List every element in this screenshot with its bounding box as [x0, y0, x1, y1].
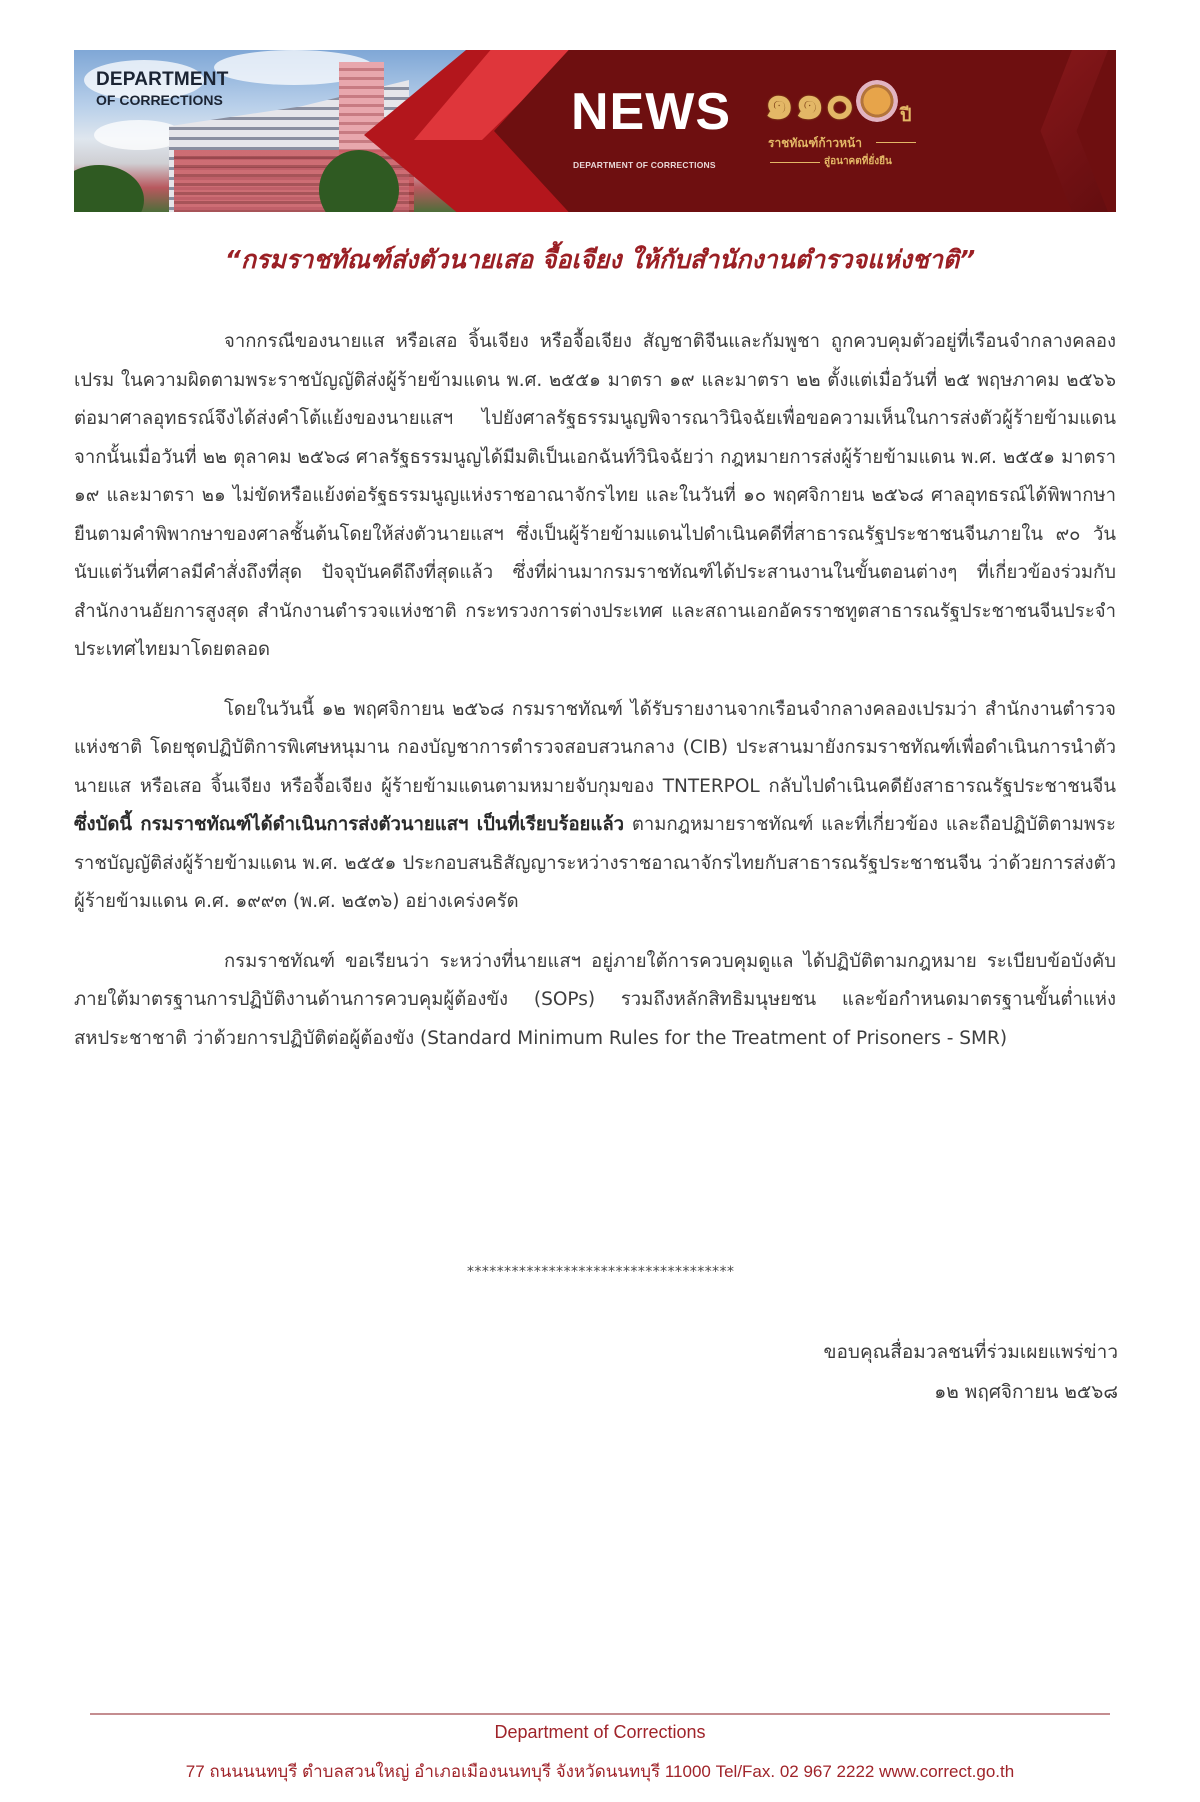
paragraph-1: จากกรณีของนายแส หรือเสอ จิ้นเจียง หรือจื้อเจียง สัญชาติจีนและกัมพูชา ถูกควบคุมตัวอยู่ที่เรือนจำกลางคลองเปรม ในความผิดตามพระราชบัญญัติส่งผู้ร้ายข้ามแดน พ.ศ. ๒๕๕๑ มาตรา ๑๙ และมาตรา ๒๒ ตั้งแต่เมื่อวันที่ ๒๕ พฤษภาคม ๒๕๖๖ ต่อมาศาลอุทธรณ์จึงได้ส่งคำโต้แย้งของนายแสฯ ไปยังศาลรัฐธรรมนูญพิจารณาวินิจฉัยเพื่อขอความเห็นในการส่งตัวผู้ร้ายข้ามแดน จากนั้นเมื่อวันที่ ๒๒ ตุลาคม ๒๕๖๘ ศาลรัฐธรรมนูญได้มีมติเป็นเอกฉันท์วินิจฉัยว่า กฎหมายการส่งผู้ร้ายข้ามแดน พ.ศ. ๒๕๕๑ มาตรา ๑๙ และมาตรา ๒๑ ไม่ขัดหรือแย้งต่อรัฐธรรมนูญแห่งราชอาณาจักรไทย และในวันที่ ๑๐ พฤศจิกายน ๒๕๖๘ ศาลอุทธรณ์ได้พิพากษายืนตามคำพิพากษาของศาลชั้นต้นโดยให้ส่งตัวนายแสฯ ซึ่งเป็นผู้ร้ายข้ามแดนไปดำเนินคดีที่สาธารณรัฐประชาชนจีนภายใน ๙๐ วันนับแต่วันที่ศาลมีคำสั่งถึงที่สุด ปัจจุบันคดีถึงที่สุดแล้ว ซึ่งที่ผ่านมากรมราชทัณฑ์ได้ประสานงานในขั้นตอนต่างๆ ที่เกี่ยวข้องร่วมกับสำนักงานอัยการสูงสุด สำนักงานตำรวจแห่งชาติ กระทรวงการต่างประเทศ และสถานเอกอัครราชทูตสาธารณรัฐประชาชนจีนประจำประเทศไทยมาโดยตลอด	[74, 331, 1116, 660]
seal-icon	[856, 80, 898, 122]
ornament-line	[770, 162, 820, 163]
footer-organization: Department of Corrections	[494, 1722, 706, 1742]
separator-asterisks: ************************************	[466, 1264, 734, 1280]
press-release-body	[74, 323, 1116, 1079]
paragraph-2	[74, 691, 1116, 922]
footer-divider	[90, 1713, 1110, 1715]
paragraph-2-intro: โดยในวันนี้ ๑๒ พฤศจิกายน ๒๕๖๘ กรมราชทัณฑ์ ได้รับรายงานจากเรือนจำกลางคลองเปรมว่า สำนักงานตำรวจแห่งชาติ โดยชุดปฏิบัติการพิเศษหนุมาน กองบัญชาการตำรวจสอบสวนกลาง (CIB) ประสานมายังกรมราชทัณฑ์เพื่อดำเนินการนำตัว นายแส หรือเสอ จิ้นเจียง หรือจื้อเจียง ผู้ร้ายข้ามแดนตามหมายจับกุมของ TNTERPOL กลับไปดำเนินคดียังสาธารณรัฐประชาชนจีน	[74, 698, 1116, 797]
anniversary-tagline-1: ราชทัณฑ์ก้าวหน้า	[768, 136, 862, 150]
closing-date: ๑๒ พฤศจิกายน ๒๕๖๘	[934, 1381, 1118, 1403]
dept-line1: DEPARTMENT	[96, 69, 229, 90]
footer-address: 77 ถนนนนทบุรี ตำบลสวนใหญ่ อำเภอเมืองนนทบุรี จังหวัดนนทบุรี 11000 Tel/Fax. 02 967 2222 www.correct.go.th	[185, 1762, 1015, 1781]
news-subtitle: DEPARTMENT OF CORRECTIONS	[573, 160, 716, 170]
paragraph-2-bold-statement: ซึ่งบัดนี้ กรมราชทัณฑ์ได้ดำเนินการส่งตัวนายแสฯ เป็นที่เรียบร้อยแล้ว	[74, 814, 625, 835]
paragraph-3: กรมราชทัณฑ์ ขอเรียนว่า ระหว่างที่นายแสฯ อยู่ภายใต้การควบคุมดูแล ได้ปฏิบัติตามกฎหมาย ระเบียบข้อบังคับ ภายใต้มาตรฐานการปฏิบัติงานด้านการควบคุมผู้ต้องขัง (SOPs) รวมถึงหลักสิทธิมนุษยชน และข้อกำหนดมาตรฐานขั้นต่ำแห่งสหประชาชาติ ว่าด้วยการปฏิบัติต่อผู้ต้องขัง (Standard Minimum Rules for the Treatment of Prisoners - SMR)	[74, 950, 1116, 1049]
anniversary-tagline-2: สู่อนาคตที่ยั่งยืน	[824, 156, 892, 167]
anniversary-logo	[764, 74, 924, 188]
closing-thanks: ขอบคุณสื่อมวลชนที่ร่วมเผยแพร่ข่าว	[823, 1341, 1118, 1363]
ornament-line	[876, 142, 916, 143]
anniversary-digits: ๑๑๐	[764, 74, 855, 130]
closing-block	[823, 1332, 1118, 1412]
dept-line2: OF CORRECTIONS	[96, 92, 223, 108]
news-label: NEWS	[571, 83, 731, 141]
press-release-headline: “กรมราชทัณฑ์ส่งตัวนายเสอ จื้อเจียง ให้กับสำนักงานตำรวจแห่งชาติ”	[224, 245, 976, 274]
anniversary-year-suffix: ปี	[900, 105, 912, 126]
dept-logo-text	[96, 70, 229, 107]
paragraph-2-rest: ตามกฎหมายราชทัณฑ์ และที่เกี่ยวข้อง และถือปฏิบัติตามพระราชบัญญัติส่งผู้ร้ายข้ามแดน พ.ศ. ๒๕๕๑ ประกอบสนธิสัญญาระหว่างราชอาณาจักรไทยกับสาธารณรัฐประชาชนจีน ว่าด้วยการส่งตัวผู้ร้ายข้ามแดน ค.ศ. ๑๙๙๓ (พ.ศ. ๒๕๓๖) อย่างเคร่งครัด	[74, 814, 1116, 912]
news-banner	[74, 50, 1116, 212]
tree-left	[74, 165, 144, 212]
